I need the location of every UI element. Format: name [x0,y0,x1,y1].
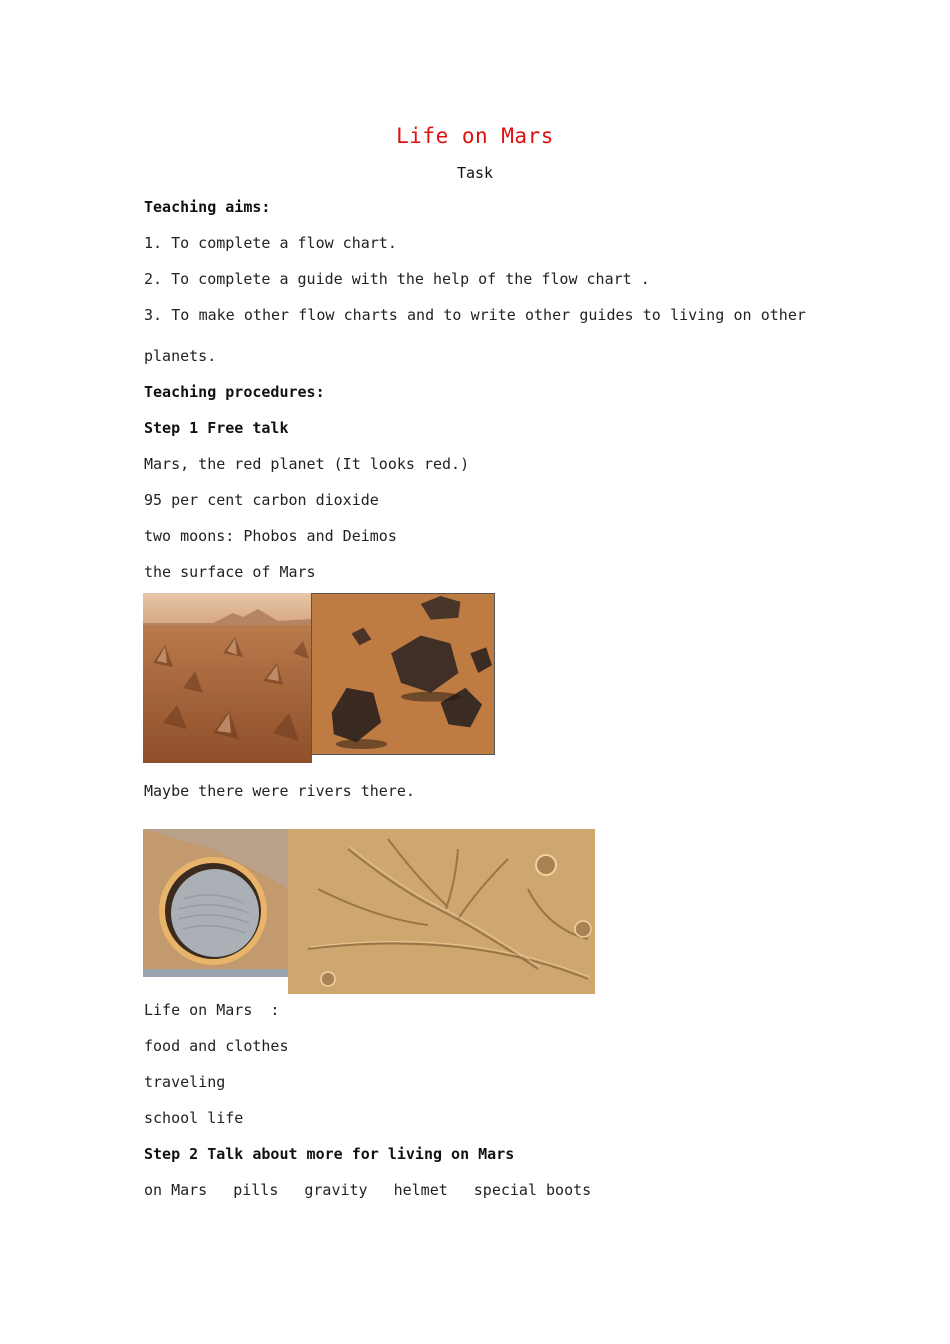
step1-line-4: the surface of Mars [144,563,316,581]
life-line-3: traveling [144,1073,226,1091]
aim-item-1: 1. To complete a flow chart. [144,234,397,252]
aim-word: on [733,306,752,324]
aim-word: 3. [144,306,163,324]
step2-words [144,1181,591,1199]
life-line-2: food and clothes [144,1037,289,1055]
page-title: Life on Mars [396,124,554,148]
aim-word: living [670,306,725,324]
aim-word: and [407,306,435,324]
step2-word: pills [233,1181,279,1199]
aim-item-2: 2. To complete a guide with the help of the flow chart . [144,270,650,288]
step1-heading: Step 1 Free talk [144,419,289,437]
aim-word: charts [343,306,398,324]
mars-river-channels-image [288,829,595,994]
aim-word: other [760,306,806,324]
life-line-4: school life [144,1109,244,1127]
aim-word: make [198,306,235,324]
aim-item-3 [144,306,806,324]
aim-word: guides [579,306,634,324]
aim-word: flow [298,306,335,324]
aim-word: other [525,306,571,324]
aim-word: other [243,306,290,324]
step2-word: on Mars [144,1181,208,1199]
aims-heading: Teaching aims: [144,198,271,216]
mars-rocks-image [311,593,495,755]
step1-line-1: Mars, the red planet (It looks red.) [144,455,470,473]
step1-line-3: two moons: Phobos and Deimos [144,527,397,545]
procedures-heading: Teaching procedures: [144,383,325,401]
life-line-1: Life on Mars : [144,1001,280,1019]
page-subtitle: Task [456,164,494,182]
step1-line-2: 95 per cent carbon dioxide [144,491,379,509]
aim-word: to [443,306,462,324]
mars-surface-image-1 [143,593,312,763]
aim-item-3-continued: planets. [144,347,217,365]
step2-word: helmet [393,1181,448,1199]
aim-word: To [171,306,190,324]
rivers-line: Maybe there were rivers there. [144,782,415,800]
step2-word: gravity [304,1181,368,1199]
aim-word: to [642,306,661,324]
mars-crater-image [143,829,289,977]
step2-heading: Step 2 Talk about more for living on Mars [144,1145,515,1163]
aim-word: write [470,306,516,324]
step2-word: special boots [473,1181,592,1199]
